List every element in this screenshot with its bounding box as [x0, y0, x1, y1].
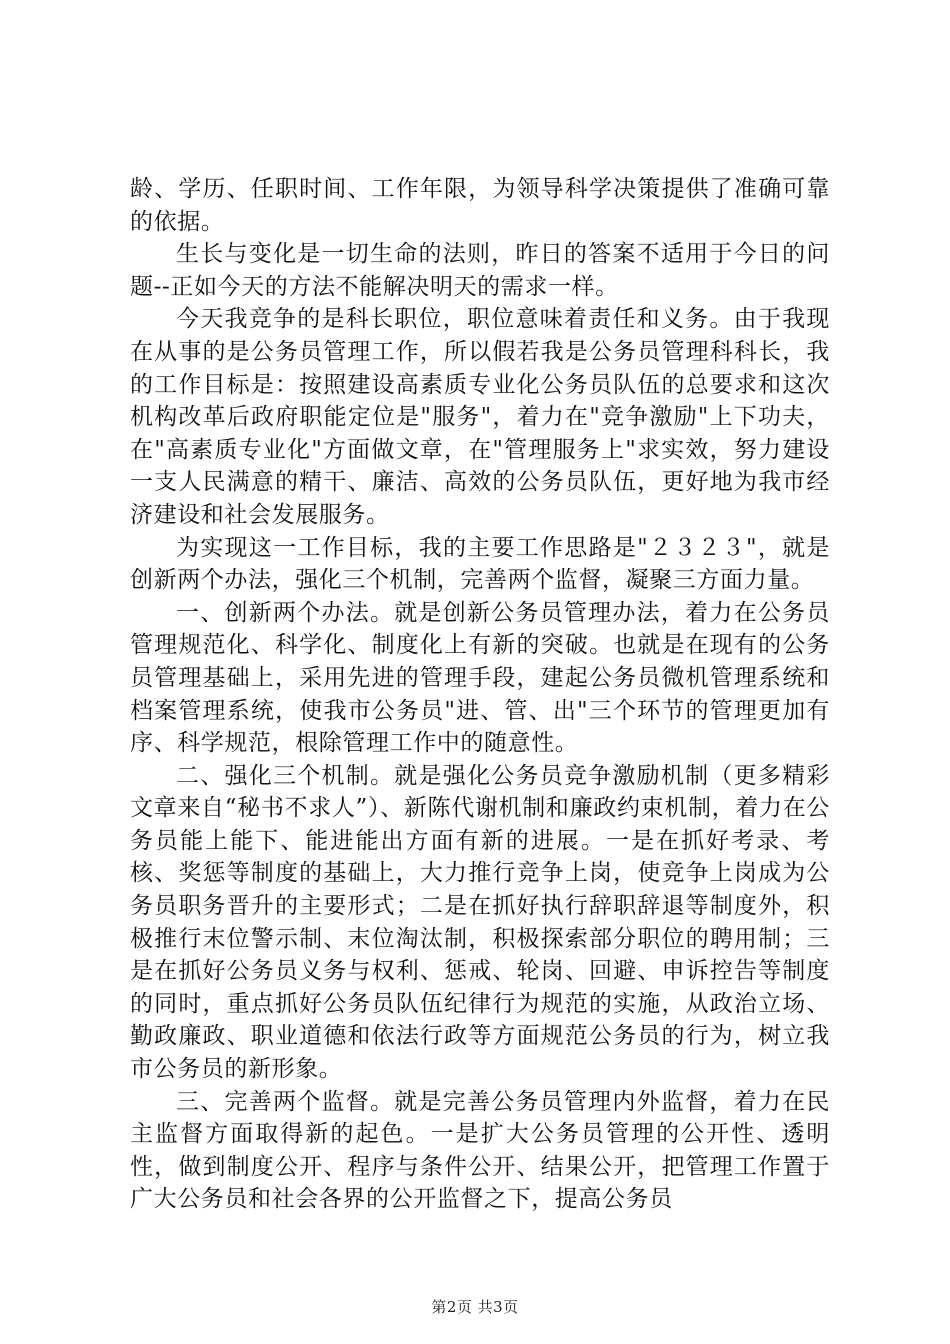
page-number-footer: 第2页 共3页	[431, 1298, 519, 1316]
paragraph-growth-and-change: 生长与变化是一切生命的法则，昨日的答案不适用于今日的问题--正如今天的方法不能解决明天的需求一样。	[130, 241, 830, 300]
document-body	[130, 173, 830, 1216]
paragraph-section-two: 二、强化三个机制。就是强化公务员竞争激励机制（更多精彩文章来自“秘书不求人”）、新陈代谢机制和廉政约束机制，着力在公务员能上能下、能进能出方面有新的进展。一是在抓好考录、考核、奖惩等制度的基础上，大力推行竞争上岗，使竞争上岗成为公务员职务晋升的主要形式；二是在抓好执行辞职辞退等制度外，积极推行末位警示制、末位淘汰制，积极探索部分职位的聘用制；三是在抓好公务员义务与权利、惩戒、轮岗、回避、申诉控告等制度的同时，重点抓好公务员队伍纪律行为规范的实施，从政治立场、勤政廉政、职业道德和依法行政等方面规范公务员的行为，树立我市公务员的新形象。	[130, 762, 830, 1083]
paragraph-section-one: 一、创新两个办法。就是创新公务员管理办法，着力在公务员管理规范化、科学化、制度化上有新的突破。也就是在现有的公务员管理基础上，采用先进的管理手段，建起公务员微机管理系统和档案管理系统，使我市公务员"进、管、出"三个环节的管理更加有序、科学规范，根除管理工作中的随意性。	[130, 599, 830, 757]
paragraph-continuation: 龄、学历、任职时间、工作年限，为领导科学决策提供了准确可靠的依据。	[130, 176, 830, 235]
paragraph-work-approach: 为实现这一工作目标，我的主要工作思路是"２３２３"，就是创新两个办法，强化三个机制，完善两个监督，凝聚三方面力量。	[130, 534, 830, 594]
paragraph-section-three: 三、完善两个监督。就是完善公务员管理内外监督，着力在民主监督方面取得新的起色。一是扩大公务员管理的公开性、透明性，做到制度公开、程序与条件公开、结果公开，把管理工作置于广大公务员和社会各界的公开监督之下，提高公务员	[130, 1088, 830, 1213]
paragraph-work-goal: 今天我竞争的是科长职位，职位意味着责任和义务。由于我现在从事的是公务员管理工作，所以假若我是公务员管理科科长，我的工作目标是：按照建设高素质专业化公务员队伍的总要求和这次机构改革后政府职能定位是"服务"，着力在"竞争激励"上下功夫，在"高素质专业化"方面做文章，在"管理服务上"求实效，努力建设一支人民满意的精干、廉洁、高效的公务员队伍，更好地为我市经济建设和社会发展服务。	[130, 306, 830, 528]
